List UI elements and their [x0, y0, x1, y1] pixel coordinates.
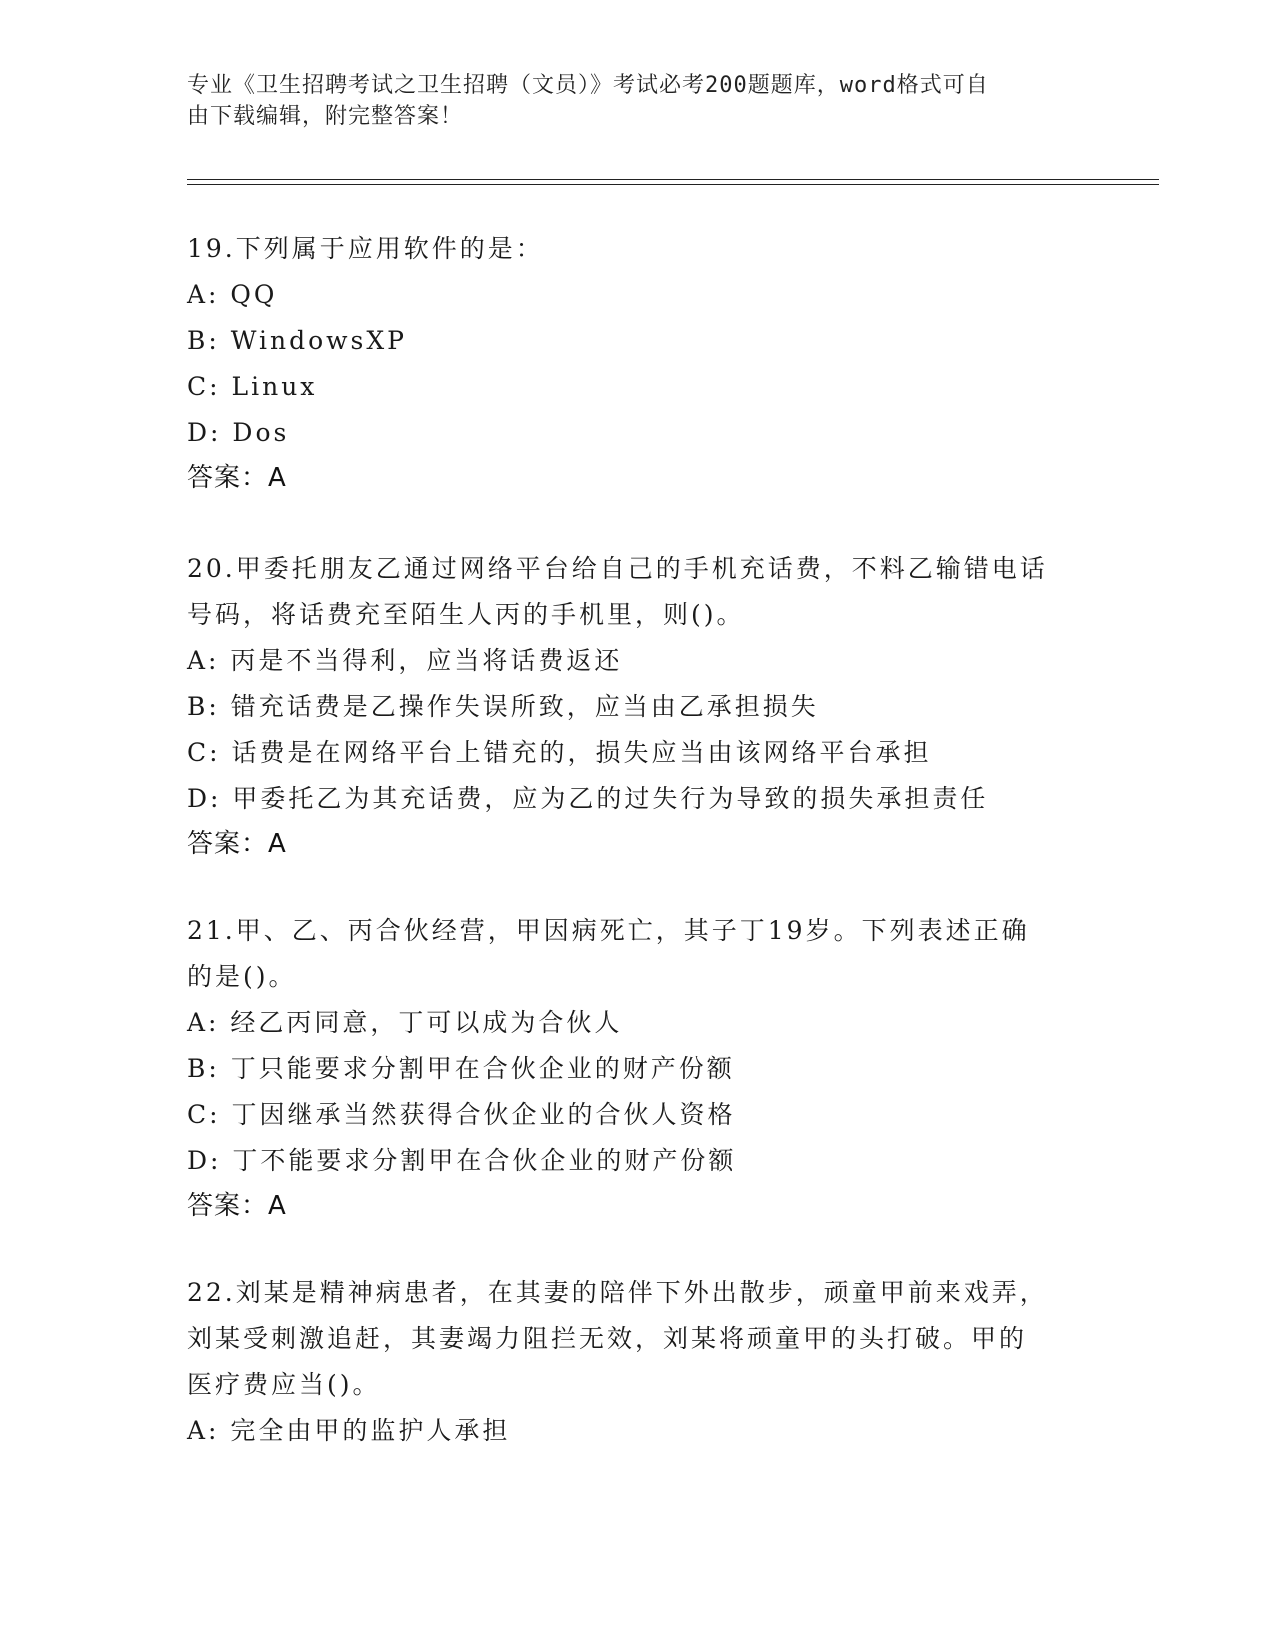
option-d: D: Dos — [187, 418, 290, 447]
question-21 — [187, 908, 1087, 1228]
question-stem: 的是()。 — [187, 962, 297, 991]
question-stem: 号码，将话费充至陌生人丙的手机里，则()。 — [187, 600, 745, 629]
question-22 — [187, 1270, 1087, 1454]
option-b: B: 丁只能要求分割甲在合伙企业的财产份额 — [187, 1054, 735, 1083]
option-b: B: 错充话费是乙操作失误所致，应当由乙承担损失 — [187, 692, 819, 721]
header-line-2: 由下载编辑，附完整答案！ — [187, 104, 464, 129]
header-divider-top — [187, 179, 1159, 180]
question-stem: 22.刘某是精神病患者，在其妻的陪伴下外出散步，顽童甲前来戏弄， — [187, 1278, 1048, 1307]
option-a: A: QQ — [187, 280, 278, 309]
answer: 答案：A — [187, 1191, 287, 1221]
option-a: A: 经乙丙同意，丁可以成为合伙人 — [187, 1008, 623, 1037]
question-stem: 刘某受刺激追赶，其妻竭力阻拦无效，刘某将顽童甲的头打破。甲的 — [187, 1324, 1028, 1353]
answer: 答案：A — [187, 829, 287, 859]
option-a: A: 丙是不当得利，应当将话费返还 — [187, 646, 623, 675]
document-header — [187, 70, 1087, 132]
header-line-1: 专业《卫生招聘考试之卫生招聘（文员）》考试必考200题题库，word格式可自 — [187, 73, 989, 98]
option-b: B: WindowsXP — [187, 326, 407, 355]
header-divider-bottom — [187, 184, 1159, 185]
option-c: C: Linux — [187, 372, 318, 401]
option-a: A: 完全由甲的监护人承担 — [187, 1416, 511, 1445]
question-19 — [187, 226, 1087, 500]
question-stem: 20.甲委托朋友乙通过网络平台给自己的手机充话费，不料乙输错电话 — [187, 554, 1048, 583]
question-stem: 19.下列属于应用软件的是： — [187, 234, 544, 263]
question-stem: 医疗费应当()。 — [187, 1370, 381, 1399]
option-c: C: 丁因继承当然获得合伙企业的合伙人资格 — [187, 1100, 736, 1129]
question-stem: 21.甲、乙、丙合伙经营，甲因病死亡，其子丁19岁。下列表述正确 — [187, 916, 1030, 945]
option-c: C: 话费是在网络平台上错充的，损失应当由该网络平台承担 — [187, 738, 932, 767]
option-d: D: 丁不能要求分割甲在合伙企业的财产份额 — [187, 1146, 737, 1175]
answer: 答案：A — [187, 463, 287, 493]
option-d: D: 甲委托乙为其充话费，应为乙的过失行为导致的损失承担责任 — [187, 784, 989, 813]
question-20 — [187, 546, 1087, 866]
